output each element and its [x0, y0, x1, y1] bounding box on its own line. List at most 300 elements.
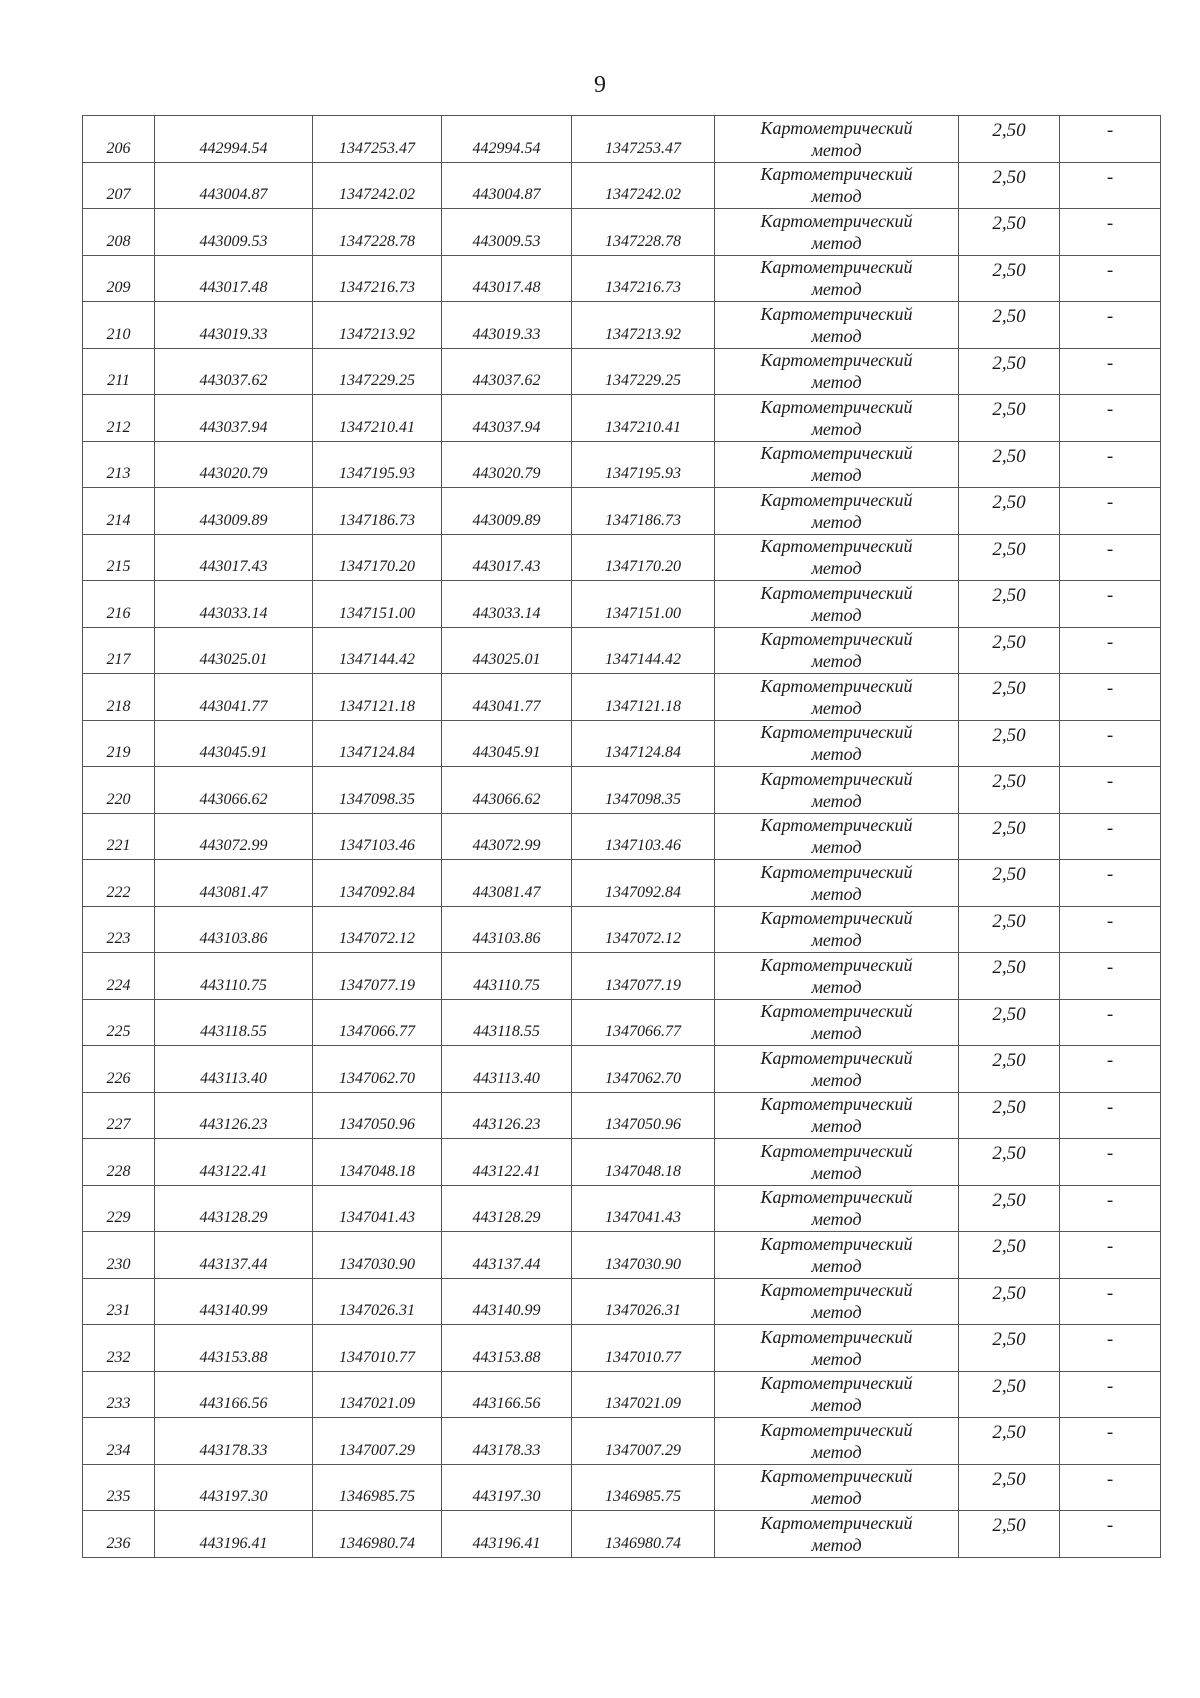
x-coordinate-cell: 443113.40 [155, 1046, 313, 1093]
x-coordinate-cell: 443009.89 [155, 488, 313, 535]
method-line-1: Картометрический [760, 675, 913, 696]
note-cell: - [1060, 1139, 1161, 1186]
method-line-1: Картометрический [760, 350, 913, 371]
y-coordinate-cell: 1347253.47 [572, 116, 715, 163]
accuracy-cell: 2,50 [959, 1511, 1060, 1558]
y-coordinate-cell: 1347007.29 [313, 1418, 442, 1465]
method-line-1: Картометрический [760, 768, 913, 789]
accuracy-cell: 2,50 [959, 1232, 1060, 1279]
method-cell [715, 1418, 959, 1465]
method-line-2: метод [811, 976, 862, 997]
x-coordinate-cell: 443045.91 [442, 720, 572, 767]
point-number-cell: 224 [83, 953, 155, 1000]
x-coordinate-cell: 443033.14 [442, 581, 572, 628]
method-cell [715, 1139, 959, 1186]
method-cell [715, 627, 959, 674]
table-row [83, 720, 1161, 767]
point-number-cell: 225 [83, 999, 155, 1046]
accuracy-cell: 2,50 [959, 162, 1060, 209]
method-line-1: Картометрический [760, 1419, 913, 1440]
method-line-1: Картометрический [760, 722, 913, 743]
point-number-cell: 235 [83, 1464, 155, 1511]
method-line-2: метод [811, 697, 862, 718]
x-coordinate-cell: 443153.88 [442, 1325, 572, 1372]
x-coordinate-cell: 443004.87 [442, 162, 572, 209]
x-coordinate-cell: 443137.44 [442, 1232, 572, 1279]
note-cell: - [1060, 302, 1161, 349]
method-line-2: метод [811, 651, 862, 672]
method-cell [715, 441, 959, 488]
table-row [83, 999, 1161, 1046]
method-cell [715, 860, 959, 907]
note-cell: - [1060, 1185, 1161, 1232]
y-coordinate-cell: 1346980.74 [572, 1511, 715, 1558]
method-line-2: метод [811, 1162, 862, 1183]
note-cell: - [1060, 116, 1161, 163]
method-line-2: метод [811, 1534, 862, 1555]
method-line-1: Картометрический [760, 629, 913, 650]
accuracy-cell: 2,50 [959, 1278, 1060, 1325]
method-cell [715, 255, 959, 302]
y-coordinate-cell: 1347213.92 [313, 302, 442, 349]
method-line-1: Картометрический [760, 303, 913, 324]
y-coordinate-cell: 1347021.09 [572, 1371, 715, 1418]
note-cell: - [1060, 1418, 1161, 1465]
method-line-2: метод [811, 1209, 862, 1230]
y-coordinate-cell: 1347151.00 [313, 581, 442, 628]
accuracy-cell: 2,50 [959, 116, 1060, 163]
accuracy-cell: 2,50 [959, 999, 1060, 1046]
x-coordinate-cell: 443153.88 [155, 1325, 313, 1372]
point-number-cell: 217 [83, 627, 155, 674]
method-line-1: Картометрический [760, 1466, 913, 1487]
y-coordinate-cell: 1347121.18 [313, 674, 442, 721]
y-coordinate-cell: 1347050.96 [572, 1092, 715, 1139]
table-row [83, 813, 1161, 860]
y-coordinate-cell: 1347010.77 [572, 1325, 715, 1372]
method-line-1: Картометрический [760, 1280, 913, 1301]
method-line-2: метод [811, 1023, 862, 1044]
point-number-cell: 212 [83, 395, 155, 442]
method-line-1: Картометрический [760, 536, 913, 557]
method-cell [715, 534, 959, 581]
x-coordinate-cell: 443019.33 [155, 302, 313, 349]
x-coordinate-cell: 443103.86 [442, 906, 572, 953]
accuracy-cell: 2,50 [959, 255, 1060, 302]
table-row [83, 255, 1161, 302]
y-coordinate-cell: 1347151.00 [572, 581, 715, 628]
note-cell: - [1060, 860, 1161, 907]
accuracy-cell: 2,50 [959, 720, 1060, 767]
table-row [83, 1511, 1161, 1558]
method-line-2: метод [811, 558, 862, 579]
x-coordinate-cell: 443009.89 [442, 488, 572, 535]
method-line-2: метод [811, 511, 862, 532]
table-row [83, 302, 1161, 349]
point-number-cell: 236 [83, 1511, 155, 1558]
x-coordinate-cell: 443017.43 [442, 534, 572, 581]
x-coordinate-cell: 443110.75 [442, 953, 572, 1000]
x-coordinate-cell: 443009.53 [155, 209, 313, 256]
x-coordinate-cell: 443113.40 [442, 1046, 572, 1093]
y-coordinate-cell: 1347092.84 [572, 860, 715, 907]
method-cell [715, 813, 959, 860]
table-row [83, 162, 1161, 209]
y-coordinate-cell: 1347092.84 [313, 860, 442, 907]
method-line-1: Картометрический [760, 1512, 913, 1533]
point-number-cell: 226 [83, 1046, 155, 1093]
y-coordinate-cell: 1347242.02 [572, 162, 715, 209]
x-coordinate-cell: 443041.77 [442, 674, 572, 721]
point-number-cell: 230 [83, 1232, 155, 1279]
method-cell [715, 767, 959, 814]
method-line-1: Картометрический [760, 861, 913, 882]
table-row [83, 534, 1161, 581]
x-coordinate-cell: 443128.29 [155, 1185, 313, 1232]
y-coordinate-cell: 1347050.96 [313, 1092, 442, 1139]
x-coordinate-cell: 443081.47 [155, 860, 313, 907]
point-number-cell: 229 [83, 1185, 155, 1232]
point-number-cell: 223 [83, 906, 155, 953]
method-line-2: метод [811, 604, 862, 625]
accuracy-cell: 2,50 [959, 1418, 1060, 1465]
y-coordinate-cell: 1347186.73 [313, 488, 442, 535]
table-row [83, 1371, 1161, 1418]
point-number-cell: 232 [83, 1325, 155, 1372]
y-coordinate-cell: 1347048.18 [313, 1139, 442, 1186]
x-coordinate-cell: 443126.23 [442, 1092, 572, 1139]
accuracy-cell: 2,50 [959, 1092, 1060, 1139]
method-line-1: Картометрический [760, 582, 913, 603]
table-row [83, 1092, 1161, 1139]
y-coordinate-cell: 1347098.35 [313, 767, 442, 814]
note-cell: - [1060, 1232, 1161, 1279]
method-line-1: Картометрический [760, 1373, 913, 1394]
method-line-2: метод [811, 325, 862, 346]
y-coordinate-cell: 1347066.77 [313, 999, 442, 1046]
method-cell [715, 1046, 959, 1093]
method-line-2: метод [811, 279, 862, 300]
y-coordinate-cell: 1347066.77 [572, 999, 715, 1046]
method-line-2: метод [811, 1488, 862, 1509]
point-number-cell: 216 [83, 581, 155, 628]
method-cell [715, 1371, 959, 1418]
x-coordinate-cell: 443017.48 [442, 255, 572, 302]
method-cell [715, 1278, 959, 1325]
y-coordinate-cell: 1347041.43 [572, 1185, 715, 1232]
method-line-1: Картометрический [760, 443, 913, 464]
method-line-1: Картометрический [760, 1094, 913, 1115]
y-coordinate-cell: 1347213.92 [572, 302, 715, 349]
x-coordinate-cell: 443166.56 [442, 1371, 572, 1418]
x-coordinate-cell: 443197.30 [155, 1464, 313, 1511]
y-coordinate-cell: 1347216.73 [572, 255, 715, 302]
y-coordinate-cell: 1347103.46 [572, 813, 715, 860]
y-coordinate-cell: 1347195.93 [313, 441, 442, 488]
table-row [83, 953, 1161, 1000]
point-number-cell: 218 [83, 674, 155, 721]
x-coordinate-cell: 443140.99 [442, 1278, 572, 1325]
y-coordinate-cell: 1347228.78 [313, 209, 442, 256]
x-coordinate-cell: 443041.77 [155, 674, 313, 721]
method-line-1: Картометрический [760, 396, 913, 417]
method-cell [715, 209, 959, 256]
method-line-1: Картометрический [760, 210, 913, 231]
method-cell [715, 1511, 959, 1558]
accuracy-cell: 2,50 [959, 348, 1060, 395]
note-cell: - [1060, 581, 1161, 628]
accuracy-cell: 2,50 [959, 302, 1060, 349]
method-cell [715, 720, 959, 767]
note-cell: - [1060, 395, 1161, 442]
y-coordinate-cell: 1347010.77 [313, 1325, 442, 1372]
accuracy-cell: 2,50 [959, 906, 1060, 953]
x-coordinate-cell: 443118.55 [442, 999, 572, 1046]
method-line-2: метод [811, 883, 862, 904]
y-coordinate-cell: 1347007.29 [572, 1418, 715, 1465]
y-coordinate-cell: 1347228.78 [572, 209, 715, 256]
table-row [83, 488, 1161, 535]
x-coordinate-cell: 443110.75 [155, 953, 313, 1000]
method-cell [715, 581, 959, 628]
x-coordinate-cell: 443025.01 [155, 627, 313, 674]
x-coordinate-cell: 443017.43 [155, 534, 313, 581]
table-row [83, 1278, 1161, 1325]
method-line-2: метод [811, 1302, 862, 1323]
note-cell: - [1060, 348, 1161, 395]
y-coordinate-cell: 1347195.93 [572, 441, 715, 488]
method-line-1: Картометрический [760, 164, 913, 185]
method-line-2: метод [811, 930, 862, 951]
method-line-2: метод [811, 1348, 862, 1369]
point-number-cell: 215 [83, 534, 155, 581]
method-line-2: метод [811, 1116, 862, 1137]
x-coordinate-cell: 443025.01 [442, 627, 572, 674]
note-cell: - [1060, 767, 1161, 814]
x-coordinate-cell: 443037.62 [442, 348, 572, 395]
accuracy-cell: 2,50 [959, 1371, 1060, 1418]
point-number-cell: 208 [83, 209, 155, 256]
method-cell [715, 348, 959, 395]
method-cell [715, 1092, 959, 1139]
point-number-cell: 211 [83, 348, 155, 395]
note-cell: - [1060, 488, 1161, 535]
accuracy-cell: 2,50 [959, 813, 1060, 860]
accuracy-cell: 2,50 [959, 395, 1060, 442]
accuracy-cell: 2,50 [959, 1464, 1060, 1511]
x-coordinate-cell: 443178.33 [155, 1418, 313, 1465]
table-row [83, 1464, 1161, 1511]
method-cell [715, 1185, 959, 1232]
x-coordinate-cell: 442994.54 [155, 116, 313, 163]
accuracy-cell: 2,50 [959, 1046, 1060, 1093]
point-number-cell: 209 [83, 255, 155, 302]
x-coordinate-cell: 443037.94 [442, 395, 572, 442]
y-coordinate-cell: 1347021.09 [313, 1371, 442, 1418]
method-line-1: Картометрический [760, 1233, 913, 1254]
table-row [83, 767, 1161, 814]
x-coordinate-cell: 443118.55 [155, 999, 313, 1046]
y-coordinate-cell: 1347077.19 [313, 953, 442, 1000]
x-coordinate-cell: 443017.48 [155, 255, 313, 302]
method-line-1: Картометрический [760, 1326, 913, 1347]
method-cell [715, 116, 959, 163]
point-number-cell: 206 [83, 116, 155, 163]
y-coordinate-cell: 1347170.20 [572, 534, 715, 581]
table-row [83, 395, 1161, 442]
note-cell: - [1060, 674, 1161, 721]
note-cell: - [1060, 162, 1161, 209]
point-number-cell: 219 [83, 720, 155, 767]
x-coordinate-cell: 443019.33 [442, 302, 572, 349]
note-cell: - [1060, 441, 1161, 488]
y-coordinate-cell: 1347041.43 [313, 1185, 442, 1232]
point-number-cell: 234 [83, 1418, 155, 1465]
method-line-1: Картометрический [760, 1047, 913, 1068]
note-cell: - [1060, 813, 1161, 860]
method-line-2: метод [811, 465, 862, 486]
y-coordinate-cell: 1347121.18 [572, 674, 715, 721]
point-number-cell: 220 [83, 767, 155, 814]
table-row [83, 1325, 1161, 1372]
y-coordinate-cell: 1347098.35 [572, 767, 715, 814]
y-coordinate-cell: 1347048.18 [572, 1139, 715, 1186]
method-cell [715, 395, 959, 442]
note-cell: - [1060, 627, 1161, 674]
x-coordinate-cell: 443020.79 [442, 441, 572, 488]
x-coordinate-cell: 443004.87 [155, 162, 313, 209]
y-coordinate-cell: 1347072.12 [572, 906, 715, 953]
note-cell: - [1060, 953, 1161, 1000]
y-coordinate-cell: 1347030.90 [572, 1232, 715, 1279]
point-number-cell: 228 [83, 1139, 155, 1186]
accuracy-cell: 2,50 [959, 1185, 1060, 1232]
table-row [83, 906, 1161, 953]
x-coordinate-cell: 443066.62 [155, 767, 313, 814]
accuracy-cell: 2,50 [959, 1325, 1060, 1372]
point-number-cell: 213 [83, 441, 155, 488]
y-coordinate-cell: 1347186.73 [572, 488, 715, 535]
y-coordinate-cell: 1347170.20 [313, 534, 442, 581]
accuracy-cell: 2,50 [959, 627, 1060, 674]
y-coordinate-cell: 1346980.74 [313, 1511, 442, 1558]
accuracy-cell: 2,50 [959, 674, 1060, 721]
y-coordinate-cell: 1347062.70 [313, 1046, 442, 1093]
y-coordinate-cell: 1347026.31 [572, 1278, 715, 1325]
note-cell: - [1060, 209, 1161, 256]
y-coordinate-cell: 1346985.75 [313, 1464, 442, 1511]
method-line-2: метод [811, 744, 862, 765]
method-cell [715, 953, 959, 1000]
y-coordinate-cell: 1347144.42 [572, 627, 715, 674]
method-line-2: метод [811, 186, 862, 207]
y-coordinate-cell: 1347144.42 [313, 627, 442, 674]
x-coordinate-cell: 443045.91 [155, 720, 313, 767]
method-line-1: Картометрический [760, 1187, 913, 1208]
y-coordinate-cell: 1347229.25 [313, 348, 442, 395]
method-line-2: метод [811, 1395, 862, 1416]
method-line-2: метод [811, 1069, 862, 1090]
accuracy-cell: 2,50 [959, 209, 1060, 256]
x-coordinate-cell: 443020.79 [155, 441, 313, 488]
x-coordinate-cell: 443128.29 [442, 1185, 572, 1232]
note-cell: - [1060, 1511, 1161, 1558]
table-row [83, 1046, 1161, 1093]
table-row [83, 348, 1161, 395]
table-row [83, 116, 1161, 163]
x-coordinate-cell: 443126.23 [155, 1092, 313, 1139]
table-body [83, 116, 1161, 1558]
y-coordinate-cell: 1347124.84 [313, 720, 442, 767]
method-line-2: метод [811, 1441, 862, 1462]
page-number: 9 [594, 72, 606, 98]
table-row [83, 674, 1161, 721]
method-line-2: метод [811, 790, 862, 811]
method-line-1: Картометрический [760, 954, 913, 975]
table-row [83, 627, 1161, 674]
y-coordinate-cell: 1347210.41 [572, 395, 715, 442]
table-row [83, 1185, 1161, 1232]
table-row [83, 860, 1161, 907]
method-cell [715, 302, 959, 349]
method-line-1: Картометрический [760, 257, 913, 278]
accuracy-cell: 2,50 [959, 441, 1060, 488]
method-line-1: Картометрический [760, 489, 913, 510]
accuracy-cell: 2,50 [959, 860, 1060, 907]
method-cell [715, 1464, 959, 1511]
y-coordinate-cell: 1347062.70 [572, 1046, 715, 1093]
point-number-cell: 222 [83, 860, 155, 907]
y-coordinate-cell: 1347072.12 [313, 906, 442, 953]
method-line-1: Картометрический [760, 908, 913, 929]
method-cell [715, 162, 959, 209]
method-line-2: метод [811, 139, 862, 160]
x-coordinate-cell: 443072.99 [442, 813, 572, 860]
note-cell: - [1060, 1092, 1161, 1139]
method-cell [715, 674, 959, 721]
y-coordinate-cell: 1347216.73 [313, 255, 442, 302]
y-coordinate-cell: 1347124.84 [572, 720, 715, 767]
note-cell: - [1060, 1464, 1161, 1511]
x-coordinate-cell: 443103.86 [155, 906, 313, 953]
method-line-1: Картометрический [760, 1140, 913, 1161]
method-line-2: метод [811, 232, 862, 253]
point-number-cell: 210 [83, 302, 155, 349]
method-line-2: метод [811, 837, 862, 858]
method-line-1: Картометрический [760, 1001, 913, 1022]
method-line-1: Картометрический [760, 815, 913, 836]
note-cell: - [1060, 906, 1161, 953]
x-coordinate-cell: 443066.62 [442, 767, 572, 814]
method-cell [715, 999, 959, 1046]
x-coordinate-cell: 443178.33 [442, 1418, 572, 1465]
x-coordinate-cell: 443137.44 [155, 1232, 313, 1279]
point-number-cell: 233 [83, 1371, 155, 1418]
note-cell: - [1060, 1325, 1161, 1372]
y-coordinate-cell: 1347229.25 [572, 348, 715, 395]
x-coordinate-cell: 443166.56 [155, 1371, 313, 1418]
x-coordinate-cell: 443122.41 [442, 1139, 572, 1186]
x-coordinate-cell: 443009.53 [442, 209, 572, 256]
accuracy-cell: 2,50 [959, 767, 1060, 814]
point-number-cell: 231 [83, 1278, 155, 1325]
table-row [83, 1232, 1161, 1279]
table-row [83, 209, 1161, 256]
y-coordinate-cell: 1347026.31 [313, 1278, 442, 1325]
method-line-2: метод [811, 372, 862, 393]
table-row [83, 1139, 1161, 1186]
method-cell [715, 1232, 959, 1279]
